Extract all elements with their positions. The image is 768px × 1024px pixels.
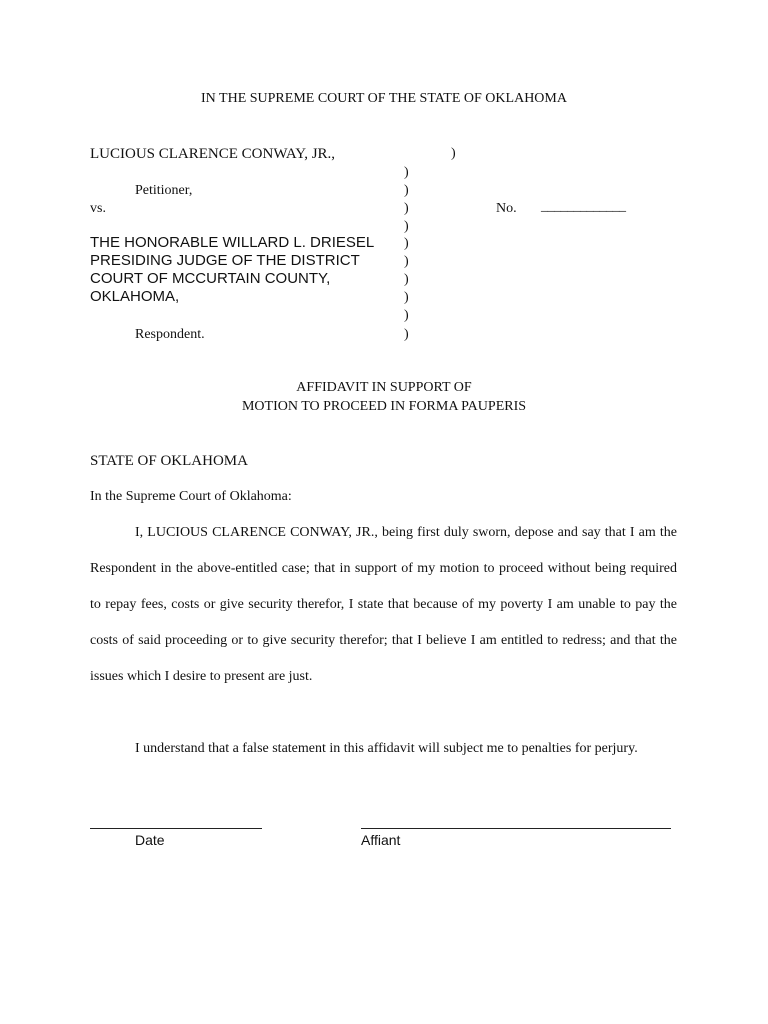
caption-paren: ) [404, 236, 409, 251]
case-number-label: No. [496, 201, 517, 216]
respondent-line-3: COURT OF MCCURTAIN COUNTY, [90, 270, 331, 287]
caption-paren: ) [404, 272, 409, 287]
petitioner-name: LUCIOUS CLARENCE CONWAY, JR., [90, 146, 336, 162]
petitioner-role: Petitioner, [135, 183, 193, 198]
court-title: IN THE SUPREME COURT OF THE STATE OF OKLAHOMA [201, 91, 567, 106]
caption-paren: ) [404, 327, 409, 342]
caption-paren: ) [404, 308, 409, 323]
paragraph-sworn-statement [90, 515, 677, 695]
document-title-line-2: MOTION TO PROCEED IN FORMA PAUPERIS [241, 399, 527, 414]
paragraph-1-text: I, LUCIOUS CLARENCE CONWAY, JR., being first duly sworn, depose and say that I am the Respondent in the above-entitled case; that in support of my motion to proceed without being required to repay fees, costs or give security therefor, I state that because of my poverty I am unable to pay the costs of said proceeding or to give security therefor; that I believe I am entitled to redress; and that the issues which I desire to present are just. [90, 525, 677, 684]
caption-paren: ) [404, 165, 409, 180]
respondent-line-4: OKLAHOMA, [90, 288, 180, 305]
versus-label: vs. [90, 201, 106, 216]
respondent-line-2: PRESIDING JUDGE OF THE DISTRICT [90, 252, 360, 269]
caption-paren: ) [404, 183, 409, 198]
respondent-line-1: THE HONORABLE WILLARD L. DRIESEL [90, 234, 375, 251]
caption-paren: ) [451, 146, 456, 161]
caption-paren: ) [404, 254, 409, 269]
respondent-role: Respondent. [135, 327, 205, 342]
caption-paren: ) [404, 219, 409, 234]
document-title-line-1: AFFIDAVIT IN SUPPORT OF [296, 380, 472, 395]
court-address: In the Supreme Court of Oklahoma: [90, 489, 292, 504]
paragraph-perjury-notice [90, 731, 677, 767]
case-number-blank: _____________ [541, 199, 626, 214]
state-heading: STATE OF OKLAHOMA [90, 453, 248, 469]
affiant-signature-line [361, 828, 671, 829]
caption-paren: ) [404, 290, 409, 305]
date-label: Date [135, 832, 165, 848]
affiant-label: Affiant [361, 832, 401, 848]
paragraph-2-text: I understand that a false statement in this affidavit will subject me to penalties for perjury. [135, 741, 638, 756]
caption-paren: ) [404, 201, 409, 216]
date-signature-line [90, 828, 262, 829]
